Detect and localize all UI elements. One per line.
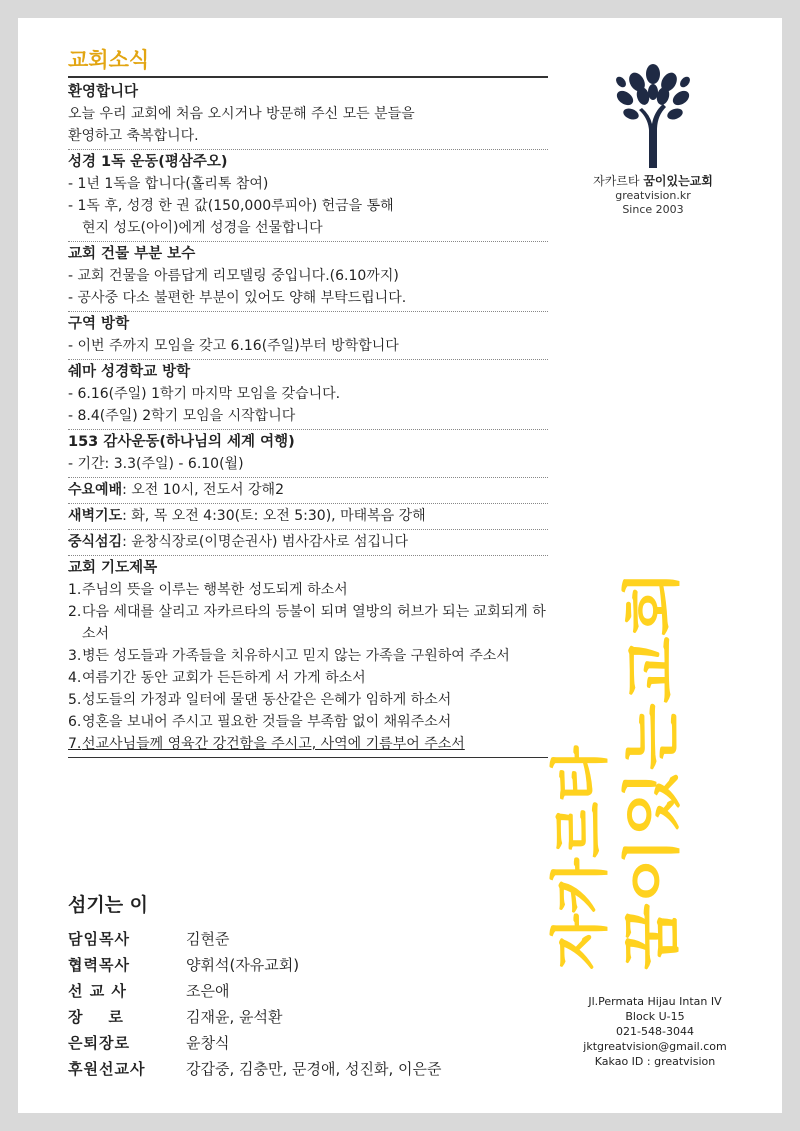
page-title: 교회소식 [68,48,150,72]
section-title: 환영합니다 [68,84,139,100]
news-section-cell-break [68,312,548,360]
section-line: - 교회 건물을 아름답게 리모델링 중입니다.(6.10까지) [68,268,399,284]
dawn-text: : 화, 목 오전 4:30(토: 오전 5:30), 마태복음 강해 [122,508,426,524]
prayer-item: 4. 여름기간 동안 교회가 든든하게 서 가게 하소서 [68,670,366,686]
section-line: - 6.16(주일) 1학기 마지막 모임을 갖습니다. [68,386,341,402]
section-line: 오늘 우리 교회에 처음 오시거나 방문해 주신 모든 분들을 [68,106,415,122]
logo-name: 자카르타 꿈이있는교회 [593,174,713,188]
section-title: 153 감사운동(하나님의 세계 여행) [68,434,295,450]
news-list [68,80,548,758]
section-line: - 8.4(주일) 2학기 모임을 시작합니다 [68,408,296,424]
lunch-label: 중식섬김 [68,534,123,550]
phone-number: 021-548-3044 [616,1025,694,1038]
logo-website: greatvision.kr [615,189,691,202]
prayer-item: 1. 주님의 뜻을 이루는 행복한 성도되게 하소서 [68,582,348,598]
address-line: Block U-15 [625,1010,685,1023]
tree-icon [603,60,703,170]
section-line: 환영하고 축복합니다. [68,128,199,144]
server-row: 은퇴장로 윤창식 [68,1034,230,1052]
section-title: 쉐마 성경학교 방학 [68,364,191,380]
dawn-label: 새벽기도 [68,508,123,524]
news-section-repair [68,242,548,312]
server-row: 담임목사 김현준 [68,930,230,948]
logo-since: Since 2003 [622,203,684,216]
server-row: 후원선교사 강갑중, 김충만, 문경애, 성진화, 이은준 [68,1060,442,1078]
section-line: 현지 성도(아이)에게 성경을 선물합니다 [82,220,323,236]
dawn-prayer [68,504,548,530]
prayer-item: 7. 선교사님들께 영육간 강건함을 주시고, 사역에 기름부어 주소서 [68,736,465,752]
vertical-brand-text [546,560,750,980]
server-row: 장 로 김재윤, 윤석환 [68,1008,283,1026]
prayer-item: 5. 성도들의 가정과 일터에 물댄 동산같은 은혜가 임하게 하소서 [68,692,452,708]
section-line: - 1독 후, 성경 한 권 값(150,000루피아) 헌금을 통해 [68,198,394,214]
lunch-text: : 윤창식장로(이명순권사) 범사감사로 섬깁니다 [122,534,409,550]
section-title: 구역 방학 [68,316,130,332]
prayer-item: 3. 병든 성도들과 가족들을 치유하시고 믿지 않는 가족을 구원하여 주소서 [68,648,510,664]
wednesday-text: : 오전 10시, 전도서 강해2 [122,482,284,498]
prayer-section [68,556,548,758]
prayer-title: 교회 기도제목 [68,560,158,576]
section-line: - 공사중 다소 불편한 부분이 있어도 양해 부탁드립니다. [68,290,407,306]
server-row: 협력목사 양휘석(자유교회) [68,956,300,974]
servers-title: 섬기는 이 [68,894,149,916]
news-section-welcome [68,80,548,150]
news-section-thanksgiving [68,430,548,478]
server-row: 선 교 사 조은애 [68,982,230,1000]
prayer-item: 6. 영혼을 보내어 주시고 필요한 것들을 부족함 없이 채워주소서 [68,714,452,730]
brand-line-2: 꿈이있는교회 [618,633,686,970]
section-line: - 1년 1독을 합니다(홀리톡 참여) [68,176,269,192]
section-line: - 기간: 3.3(주일) - 6.10(월) [68,456,244,472]
brand-line-1: 자카르타 [546,745,614,970]
wednesday-service [68,478,548,504]
contact-info [580,994,730,1069]
section-line: - 이번 주까지 모임을 갖고 6.16(주일)부터 방학합니다 [68,338,399,354]
news-section-shema-school [68,360,548,430]
section-title: 성경 1독 운동(평삼주오) [68,154,228,170]
title-divider [68,76,548,78]
section-title: 교회 건물 부분 보수 [68,246,196,262]
wednesday-label: 수요예배 [68,482,123,498]
address-line: Jl.Permata Hijau Intan IV [588,995,722,1008]
prayer-item: 2. 다음 세대를 살리고 자카르타의 등불이 되며 열방의 허브가 되는 교회되게 하소서 [68,604,546,642]
email-address: jktgreatvision@gmail.com [583,1040,727,1053]
kakao-id: Kakao ID : greatvision [594,1055,716,1068]
lunch-serving [68,530,548,556]
servers-list [68,926,442,1082]
news-section-bible-reading [68,150,548,242]
church-logo [568,60,738,217]
